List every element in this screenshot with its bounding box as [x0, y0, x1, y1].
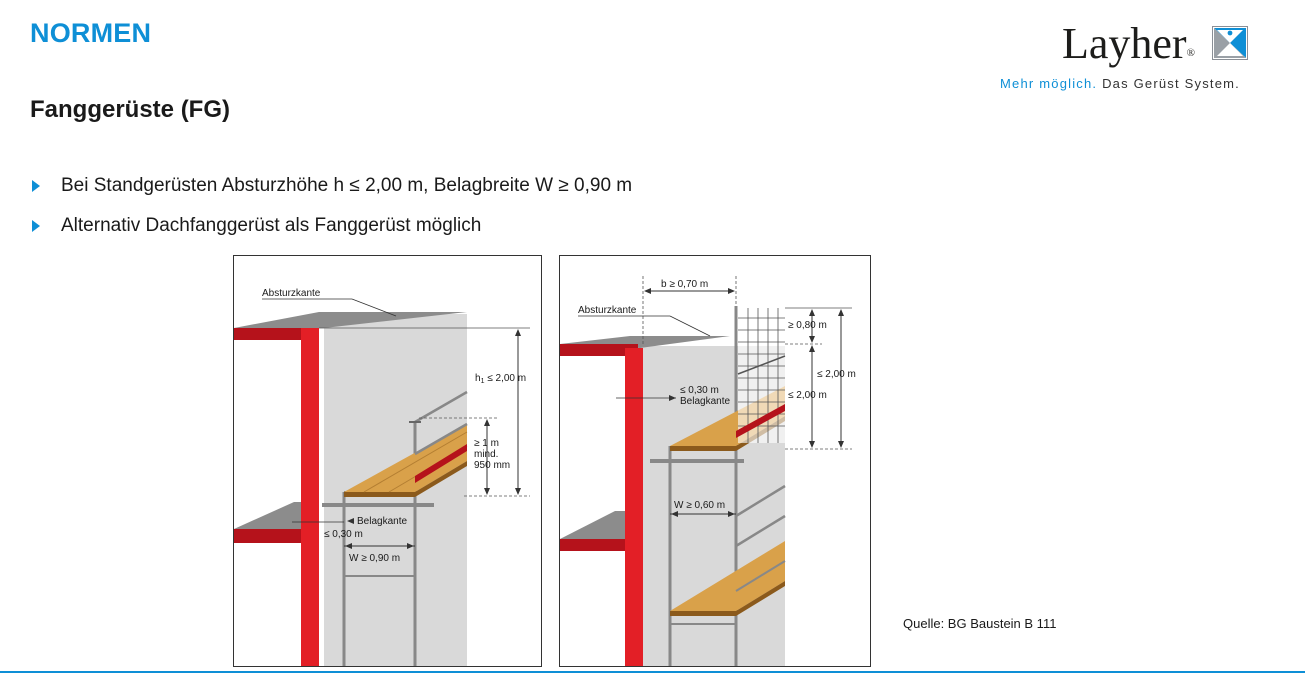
label-width: W ≥ 0,60 m: [674, 500, 726, 511]
label-railing-1: ≥ 1 m: [474, 438, 499, 449]
arrow-head: [728, 288, 735, 294]
label-net-top: ≥ 0,80 m: [788, 320, 827, 331]
section-title: NORMEN: [30, 18, 152, 48]
red-column: [301, 328, 319, 666]
slide-title: Fanggerüste (FG): [30, 96, 231, 123]
figure-roof-catch-scaffold: [559, 255, 871, 667]
deck-bar: [322, 503, 434, 507]
label-gap: ≤ 0,30 m: [680, 385, 719, 396]
company-logo[interactable]: [990, 16, 1265, 96]
layher-x-logo-icon: [1212, 26, 1248, 60]
label-total-height: ≤ 2,00 m: [817, 369, 856, 380]
upper-slab-edge: [234, 328, 312, 340]
lower-slab-edge: [234, 529, 312, 543]
arrow-head: [644, 288, 651, 294]
arrow-head: [838, 309, 844, 316]
red-column: [625, 348, 643, 666]
arrow-head: [809, 336, 815, 343]
arrow-head: [809, 441, 815, 448]
arrow-head: [484, 488, 490, 495]
deck-bar: [650, 459, 744, 463]
label-belagkante: Belagkante: [357, 516, 408, 527]
arrow-head: [809, 309, 815, 316]
bullet-item: Bei Standgerüsten Absturzhöhe h ≤ 2,00 m, Belagbreite W ≥ 0,90 m: [30, 176, 632, 196]
bullet-arrow-icon: [32, 220, 40, 232]
label-b-width: b ≥ 0,70 m: [661, 279, 709, 290]
footer-divider: [0, 671, 1305, 673]
arrow-head: [515, 488, 521, 495]
bullet-item: Alternativ Dachfanggerüst als Fanggerüst möglich: [30, 216, 632, 236]
figure-standing-scaffold: [233, 255, 542, 667]
arrow-head: [484, 419, 490, 426]
leader-line: [670, 316, 710, 336]
bullet-list: [30, 176, 632, 256]
label-h1: $h_1 \le 2,00$ m: [475, 373, 527, 385]
arrow-head: [838, 441, 844, 448]
label-railing-3: 950 mm: [474, 460, 511, 471]
label-railing-2: mind.: [474, 449, 499, 460]
arrow-head: [809, 345, 815, 352]
label-gap: ≤ 0,30 m: [324, 529, 363, 540]
label-belagkante: Belagkante: [680, 396, 731, 407]
label-absturzkante: Absturzkante: [262, 288, 321, 299]
label-width: W ≥ 0,90 m: [349, 553, 401, 564]
logo-wordmark: Layher®: [1062, 19, 1195, 68]
arrow-head: [515, 329, 521, 336]
label-height-below-edge: ≤ 2,00 m: [788, 390, 827, 401]
bullet-arrow-icon: [32, 180, 40, 192]
label-absturzkante: Absturzkante: [578, 305, 637, 316]
logo-tagline: Mehr möglich. Das Gerüst System.: [1000, 76, 1240, 91]
floor-slab: [234, 502, 312, 529]
source-caption: Quelle: BG Baustein B 111: [903, 616, 1057, 631]
